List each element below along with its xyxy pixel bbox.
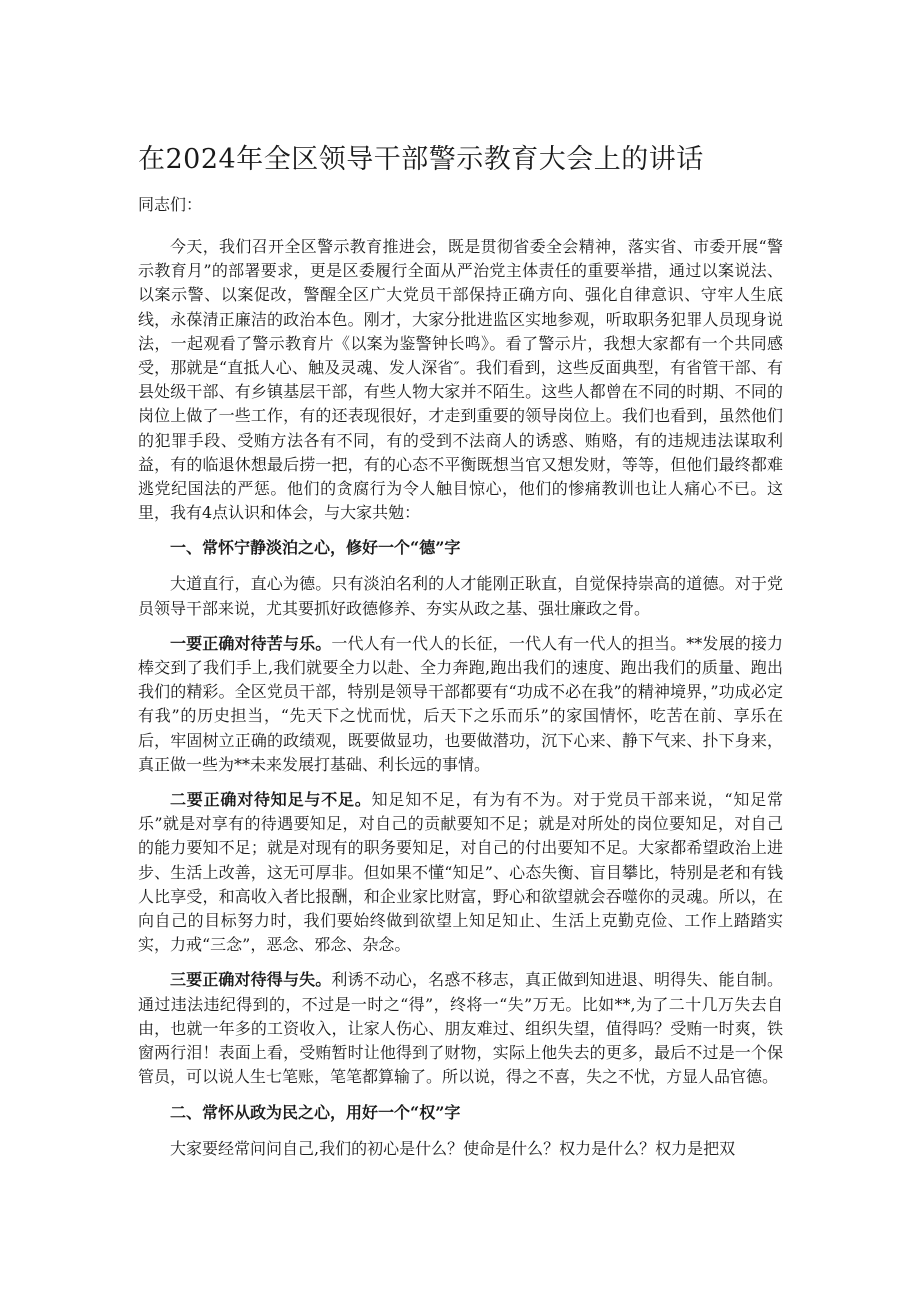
page-title: 在2024年全区领导干部警示教育大会上的讲话 bbox=[138, 144, 704, 175]
section-heading-1: 一、常怀宁静淡泊之心，修好一个“德”字 bbox=[170, 538, 461, 558]
item-text: 知足知不足，有为有不为。对于党员干部来说，“知足常乐”就是对享有的待遇要知足，对自己的贡献要知不足；就是对所处的岗位要知足，对自己的能力要知不足；就是对现有的职务要知足，对自己的付出要知不足。大家都希望政治上进步、生活上改善，这无可厚非。但如果不懂“知足”、心态失衡、盲目攀比，特别是老和有钱人比享受，和高收入者比报酬，和企业家比财富，野心和欲望就会吞噬你的灵魂。所以，在向自己的目标努力时，我们要始终做到欲望上知足知止、生活上克勤克俭、工作上踏踏实实，力戒“三念”，恶念、邪念、杂念。 bbox=[138, 790, 783, 955]
section2-intro: 大家要经常问问自己,我们的初心是什么？使命是什么？权力是什么？权力是把双 bbox=[170, 1138, 736, 1158]
section1-item-1 bbox=[138, 632, 783, 777]
section1-item-2 bbox=[138, 788, 783, 957]
item-text: 一代人有一代人的长征，一代人有一代人的担当。**发展的接力棒交到了我们手上,我们就要全力以赴、全力奔跑,跑出我们的速度、跑出我们的质量、跑出我们的精彩。全区党员干部，特别是领导干部都要有“功成不必在我”的精神境界，”功成必定有我”的历史担当，“先天下之忧而忧，后天下之乐而乐”的家国情怀，吃苦在前、享乐在后，牢固树立正确的政绩观，既要做显功，也要做潜功，沉下心来、静下气来、扑下身来，真正做一些为**未来发展打基础、利长远的事情。 bbox=[138, 633, 783, 774]
section1-intro: 大道直行，直心为德。只有淡泊名利的人才能刚正耿直，自觉保持崇高的道德。对于党员领导干部来说，尤其要抓好政德修养、夯实从政之基、强壮廉政之骨。 bbox=[138, 574, 783, 618]
item-lead: 一要正确对待苦与乐。 bbox=[170, 633, 332, 653]
intro-paragraph: 今天，我们召开全区警示教育推进会，既是贯彻省委全会精神，落实省、市委开展“警示教育月”的部署要求，更是区委履行全面从严治党主体责任的重要举措，通过以案说法、以案示警、以案促改，警醒全区广大党员干部保持正确方向、强化自律意识、守牢人生底线，永葆清正廉洁的政治本色。刚才，大家分批进监区实地参观，听取职务犯罪人员现身说法，一起观看了警示教育片《以案为鉴警钟长鸣》。看了警示片，我想大家都有一个共同感受，那就是“直抵人心、触及灵魂、发人深省″。我们看到，这些反面典型，有省管干部、有县处级干部、有乡镇基层干部，有些人物大家并不陌生。这些人都曾在不同的时期、不同的岗位上做了一些工作，有的还表现很好，才走到重要的领导岗位上。我们也看到，虽然他们的犯罪手段、受贿方法各有不同，有的受到不法商人的诱惑、贿赂，有的违规违法谋取利益，有的临退休想最后捞一把，有的心态不平衡既想当官又想发财，等等，但他们最终都难逃党纪国法的严惩。他们的贪腐行为令人触目惊心，他们的惨痛教训也让人痛心不已。这里，我有4点认识和体会，与大家共勉： bbox=[138, 237, 783, 523]
section-heading-2: 二、常怀从政为民之心，用好一个“权”字 bbox=[170, 1102, 461, 1122]
item-lead: 二要正确对待知足与不足。 bbox=[170, 790, 372, 810]
greeting: 同志们： bbox=[138, 195, 203, 214]
item-text: 利诱不动心，名惑不移志，真正做到知进退、明得失、能自制。通过违法违纪得到的，不过是一时之“得”，终将一“失”万无。比如**,为了二十几万失去自由，也就一年多的工资收入，让家人伤心、朋友难过、组织失望，值得吗？受贿一时爽，铁窗两行泪！表面上看，受贿暂时让他得到了财物，实际上他失去的更多，最后不过是一个保管员，可以说人生七笔账，笔笔都算输了。所以说，得之不喜，失之不忧，方显人品官德。 bbox=[138, 970, 783, 1087]
section1-item-3 bbox=[138, 968, 783, 1089]
speech-body bbox=[138, 193, 783, 1172]
item-lead: 三要正确对待得与失。 bbox=[170, 970, 332, 990]
